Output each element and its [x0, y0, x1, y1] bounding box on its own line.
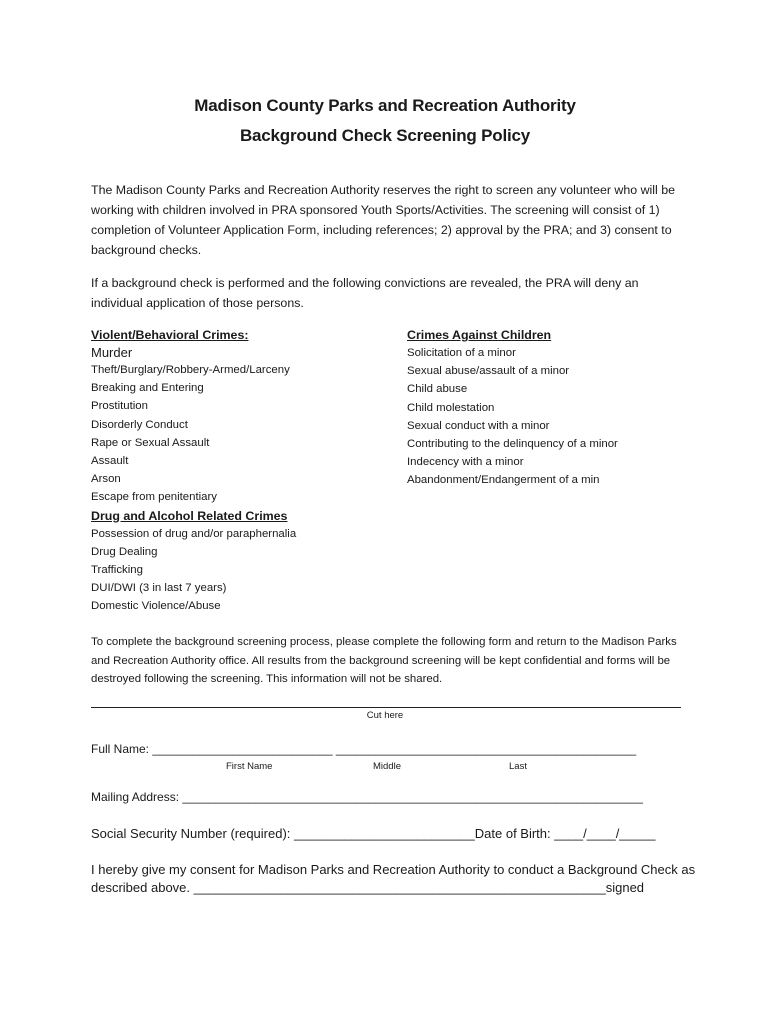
document-subtitle: Background Check Screening Policy [239, 126, 531, 145]
violent-crime-item: Arson [91, 473, 121, 486]
first-name-label: First Name [226, 761, 273, 772]
violent-crime-item: Theft/Burglary/Robbery-Armed/Larceny [91, 364, 290, 376]
violent-crime-item: Escape from penitentiary [91, 491, 217, 504]
violent-crimes-heading: Violent/Behavioral Crimes: [91, 328, 249, 342]
children-crimes-heading: Crimes Against Children [407, 328, 552, 342]
children-crime-item: Contributing to the delinquency of a minor [407, 437, 618, 450]
violent-crime-item: Prostitution [91, 400, 148, 413]
children-crime-item: Child abuse [407, 383, 468, 396]
middle-name-label: Middle [373, 761, 401, 772]
right-crime-column [407, 326, 707, 490]
intro-paragraph: The Madison County Parks and Recreation Authority reserves the right to screen any volunteer who will be working with children involved in PRA sponsored Youth Sports/Activities. The screening will consist of 1) completion of Volunteer Application Form, including references; 2) approval by the PRA; and 3) consent to background checks. [91, 183, 676, 257]
cut-here-label: Cut here [366, 710, 404, 721]
drug-crime-item: Domestic Violence/Abuse [91, 600, 221, 613]
drug-crimes-heading: Drug and Alcohol Related Crimes [91, 508, 288, 523]
violent-crime-item: Disorderly Conduct [91, 418, 188, 431]
left-crime-column [91, 326, 391, 615]
ssn-dob-field[interactable]: Social Security Number (required): _________________________Date of Birth: ____/____/_____ [91, 826, 656, 841]
document-title: Madison County Parks and Recreation Authority [194, 96, 576, 115]
children-crime-item: Sexual abuse/assault of a minor [407, 365, 570, 378]
drug-crime-item: Trafficking [91, 563, 143, 576]
mailing-address-field[interactable]: Mailing Address: _____________________________________________________________________ [91, 790, 643, 804]
signature-field[interactable]: described above. _________________________________________________________signed [91, 880, 645, 895]
violent-crime-item: Rape or Sexual Assault [91, 436, 210, 449]
violent-crime-item: Assault [91, 454, 129, 467]
drug-crime-item: Possession of drug and/or paraphernalia [91, 527, 297, 540]
children-crime-item: Indecency with a minor [407, 456, 524, 469]
instructions-paragraph: To complete the background screening process, please complete the following form and return to the Madison Parks and Recreation Authority office. All results from the background screening will be kept confidential and forms will be destroyed following the screening. This information will not be shared. [91, 636, 677, 686]
full-name-field[interactable]: Full Name: ___________________________ _____________________________________________ [91, 742, 637, 756]
children-crime-item: Solicitation of a minor [407, 347, 516, 359]
drug-crime-item: DUI/DWI (3 in last 7 years) [91, 582, 227, 595]
children-crime-item: Sexual conduct with a minor [407, 419, 550, 432]
consent-statement [91, 861, 696, 897]
children-crime-item: Child molestation [407, 401, 495, 414]
last-name-label: Last [509, 761, 527, 772]
children-crime-item: Abandonment/Endangerment of a min [407, 474, 600, 487]
violent-crime-item: Breaking and Entering [91, 382, 204, 395]
drug-crime-item: Drug Dealing [91, 545, 158, 558]
violent-crime-item: Murder [91, 345, 133, 360]
cut-line-divider [91, 707, 681, 708]
consent-text: I hereby give my consent for Madison Parks and Recreation Authority to conduct a Background Check as [91, 862, 696, 877]
denial-paragraph: If a background check is performed and the following convictions are revealed, the PRA will deny an individual application of those persons. [91, 276, 639, 310]
